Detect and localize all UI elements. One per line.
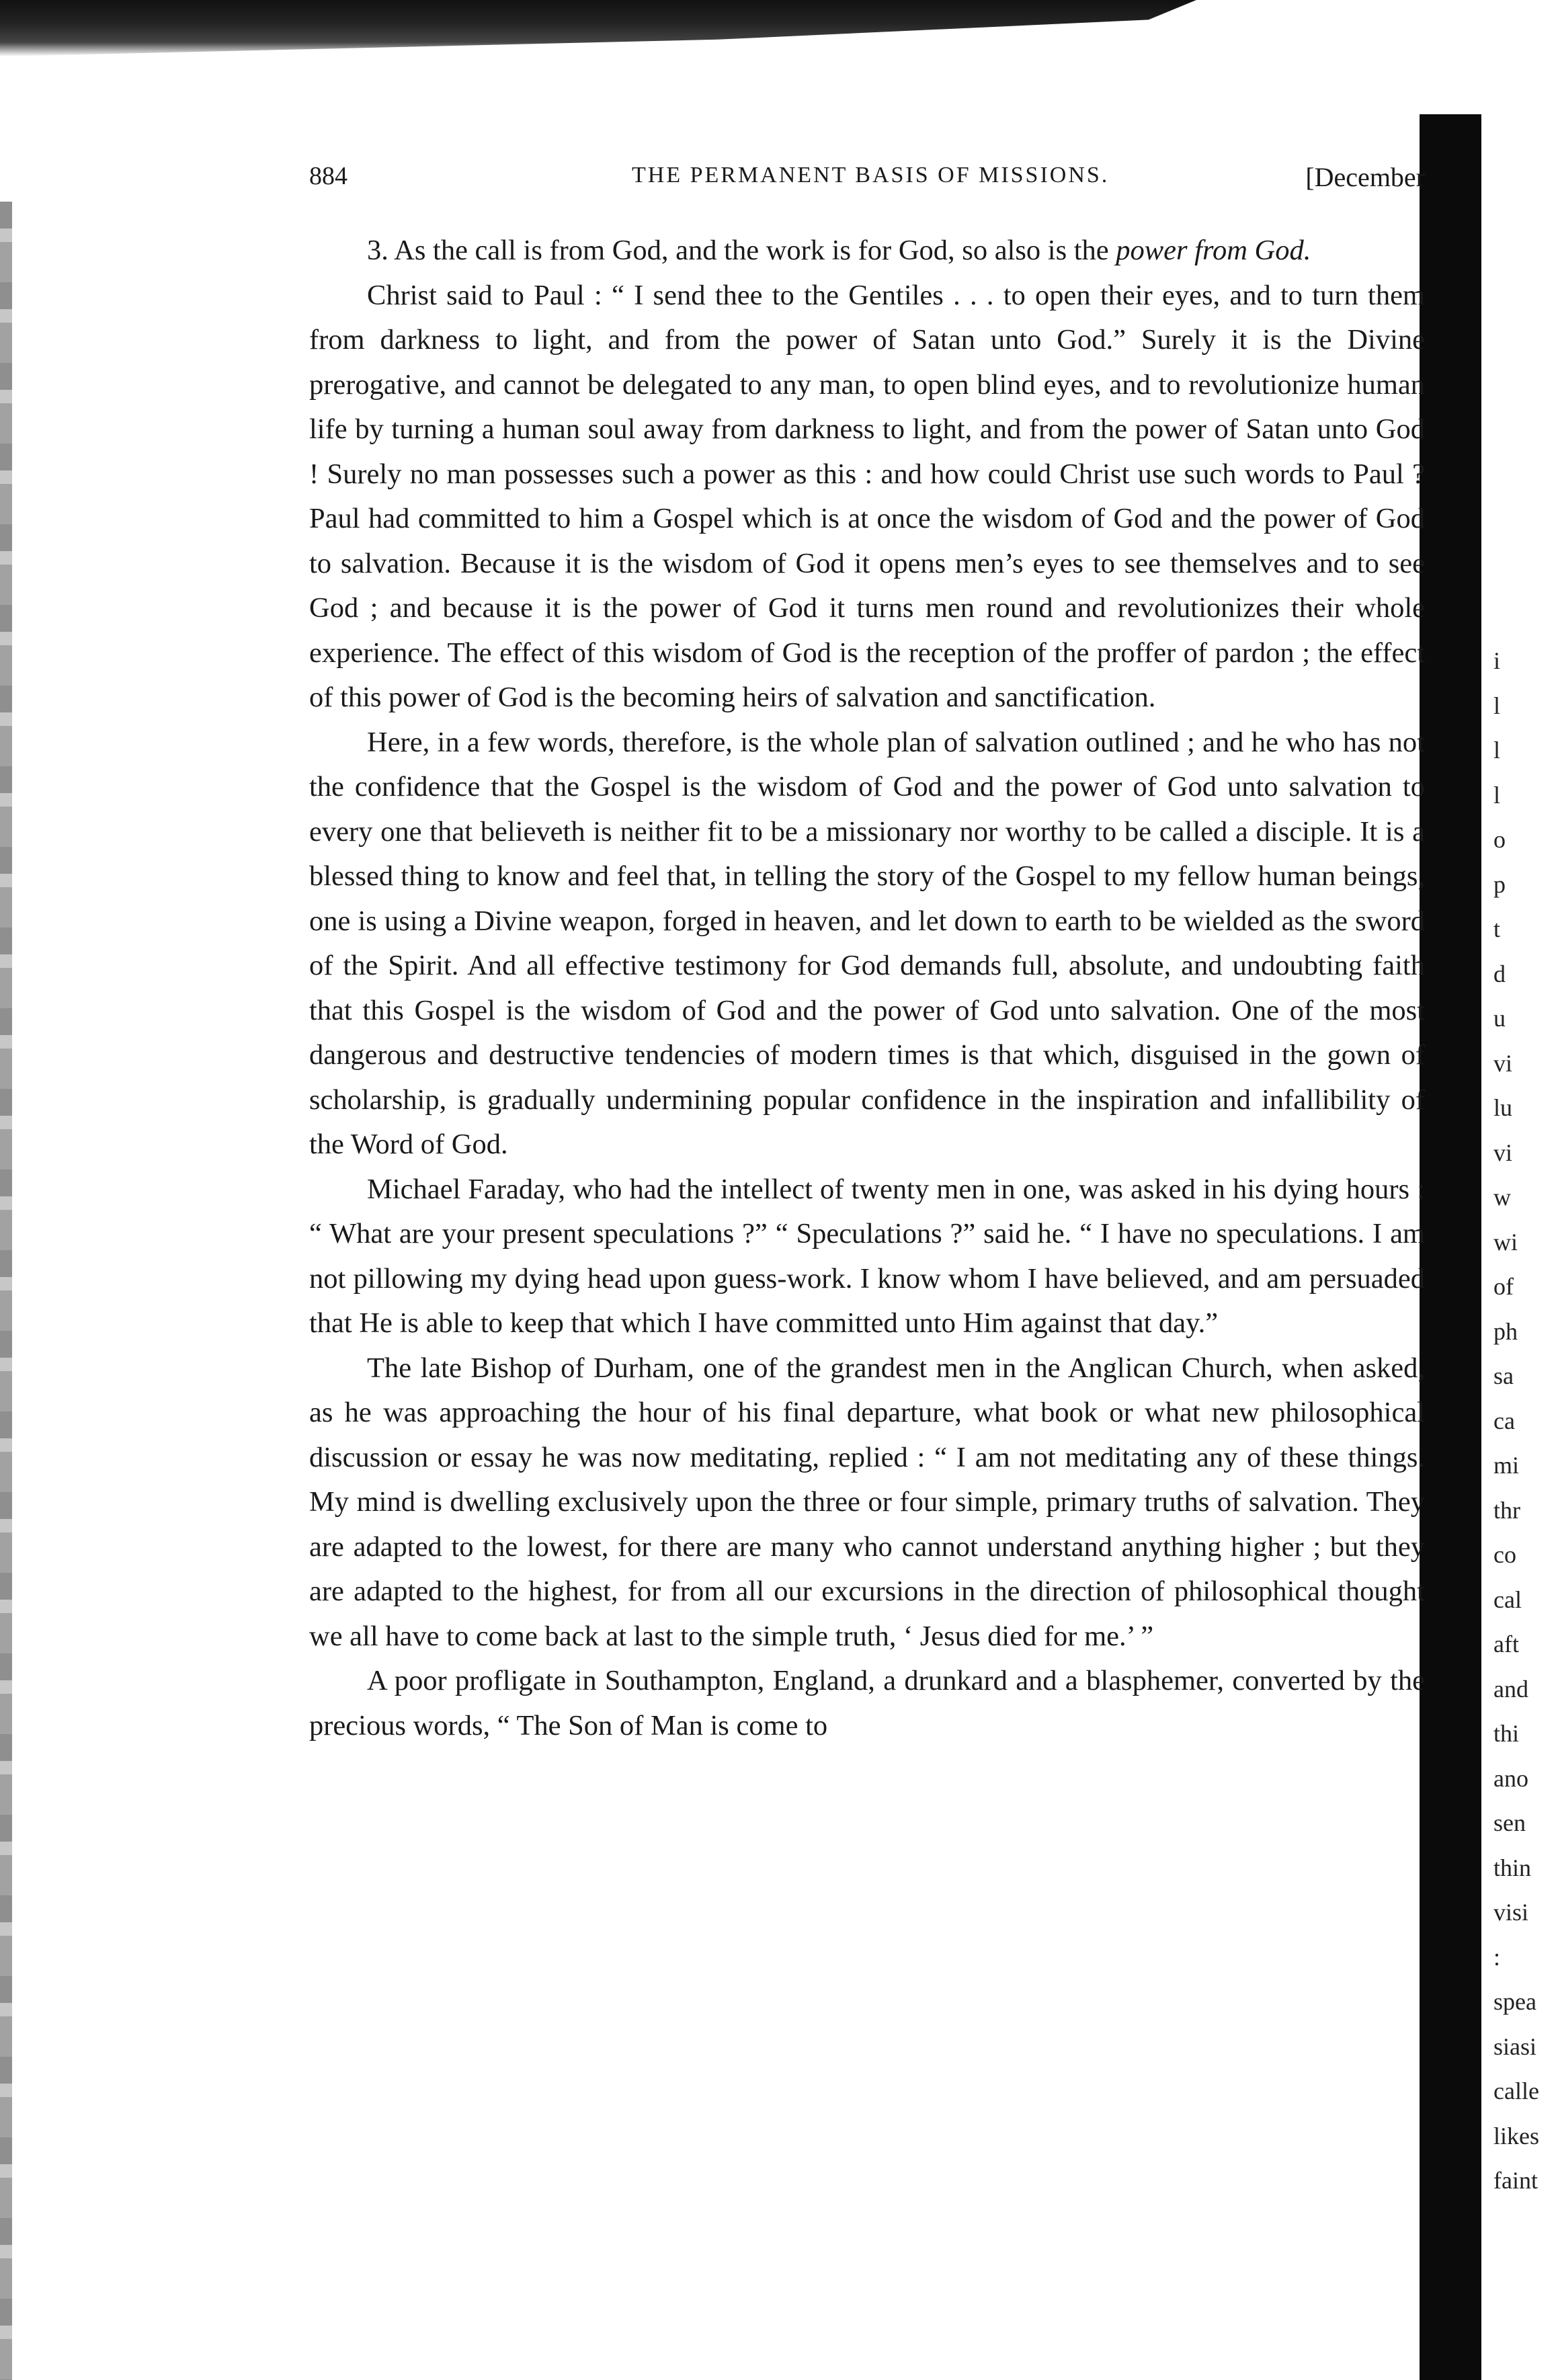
margin-fragment: and xyxy=(1493,1675,1528,1702)
margin-fragment: spea xyxy=(1493,1988,1536,2015)
book-gutter-shadow xyxy=(1420,114,1481,2380)
margin-fragment: visi xyxy=(1493,1899,1529,1926)
margin-fragment: cal xyxy=(1493,1586,1522,1613)
margin-fragment: of xyxy=(1493,1273,1514,1300)
margin-fragment: co xyxy=(1493,1541,1516,1568)
margin-fragment: : xyxy=(1493,1943,1501,1971)
running-header xyxy=(309,161,1425,202)
margin-fragment: p xyxy=(1493,870,1506,898)
running-month: [December xyxy=(1305,162,1425,192)
margin-fragment: siasi xyxy=(1493,2033,1537,2060)
margin-fragment: i xyxy=(1493,647,1501,674)
paragraph-2: Christ said to Paul : “ I send thee to the Gentiles . . . to open their eyes, and to turn them from darkness to light, and from the power of Satan unto God.” Surely it is the Divine prerogative, and cannot be delegated to any man, to open blind eyes, and to revolutionize human life by turning a human soul away from darkness to light, and from the power of Satan unto God ! Surely no man possesses such a power as this : and how could Christ use such words to Paul ? Paul had committed to him a Gospel which is at once the wisdom of God and the power of God to salvation. Because it is the wisdom of God it opens men’s eyes to see themselves and to see God ; and because it is the power of God it turns men round and revolutionizes their whole experience. The effect of this wisdom of God is the reception of the proffer of pardon ; the effect of this power of God is the becoming heirs of salvation and sanctification. xyxy=(309,279,1425,713)
margin-fragment: thin xyxy=(1493,1854,1532,1881)
margin-fragment: t xyxy=(1493,915,1501,942)
paragraph-1-emphasis: power from God. xyxy=(1116,235,1311,266)
page-number: 884 xyxy=(309,162,347,190)
paragraph-3: Here, in a few words, therefore, is the whole plan of salvation outlined ; and he who has not the confidence that the Gospel is the wisdom of God and the power of God unto salvation to every one that believeth is neither fit to be a missionary nor worthy to be called a disciple. It is a blessed thing to know and feel that, in telling the story of the Gospel to my fellow human beings, one is using a Divine weapon, forged in heaven, and let down to earth to be wielded as the sword of the Spirit. And all effective testimony for God demands full, absolute, and undoubting faith that this Gospel is the wisdom of God and the power of God unto salvation. One of the most dangerous and destructive tendencies of modern times is that which, disguised in the gown of scholarship, is gradually undermining popular confidence in the inspiration and infallibility of the Word of God. xyxy=(309,726,1425,1160)
paragraph-1 xyxy=(309,229,1425,274)
paragraph-4: Michael Faraday, who had the intellect of twenty men in one, was asked in his dying hours : “ What are your present speculations ?” “ Speculations ?” said he. “ I have no speculations. I am not pillowing my dying head upon guess-work. I know whom I have believed, and am persuaded that He is able to keep that which I have committed unto Him against that day.” xyxy=(309,1173,1425,1339)
margin-fragment: ca xyxy=(1493,1407,1515,1434)
margin-fragment: faint xyxy=(1493,2167,1538,2194)
margin-fragment: l xyxy=(1493,781,1501,809)
margin-fragment: sen xyxy=(1493,1809,1526,1836)
margin-fragment: wi xyxy=(1493,1228,1518,1256)
margin-fragment: l xyxy=(1493,692,1501,719)
scan-shadow-top xyxy=(0,0,1196,56)
margin-fragment: u xyxy=(1493,1005,1506,1032)
margin-fragment: vi xyxy=(1493,1139,1513,1166)
margin-fragment: sa xyxy=(1493,1362,1514,1389)
margin-fragment: ph xyxy=(1493,1317,1518,1345)
margin-fragment: mi xyxy=(1493,1452,1520,1479)
margin-fragment: d xyxy=(1493,960,1506,987)
margin-fragment: w xyxy=(1493,1184,1511,1210)
margin-fragment: l xyxy=(1493,737,1501,764)
margin-fragment: lu xyxy=(1493,1094,1513,1121)
margin-fragment: vi xyxy=(1493,1049,1513,1077)
margin-fragment: likes xyxy=(1493,2122,1539,2149)
paragraph-1-lead: 3. As the call is from God, and the work is for God, so also is the xyxy=(367,235,1116,266)
margin-fragment: o xyxy=(1493,826,1506,853)
body-text xyxy=(309,229,1425,1748)
margin-fragment: thr xyxy=(1493,1496,1520,1524)
margin-fragment: aft xyxy=(1493,1631,1519,1657)
margin-fragment: calle xyxy=(1493,2078,1539,2104)
paragraph-6: A poor profligate in Southampton, England, a drunkard and a blasphemer, converted by the precious words, “ The Son of Man is come to xyxy=(309,1665,1425,1741)
facing-page-fragments xyxy=(1493,639,1558,2203)
margin-fragment: thi xyxy=(1493,1720,1520,1747)
margin-fragment: ano xyxy=(1493,1764,1528,1792)
running-title: THE PERMANENT BASIS OF MISSIONS. xyxy=(632,163,1110,188)
scan-shadow-left xyxy=(0,202,12,2380)
paragraph-5: The late Bishop of Durham, one of the grandest men in the Anglican Church, when asked, as he was approaching the hour of his final departure, what book or what new philosophical discussion or essay he was now meditating, replied : “ I am not meditating any of these things. My mind is dwelling exclusively upon the three or four simple, primary truths of salvation. They are adapted to the lowest, for there are many who cannot understand anything higher ; but they are adapted to the highest, for from all our excursions in the direction of philosophical thought we all have to come back at last to the simple truth, ‘ Jesus died for me.’ ” xyxy=(309,1352,1425,1652)
